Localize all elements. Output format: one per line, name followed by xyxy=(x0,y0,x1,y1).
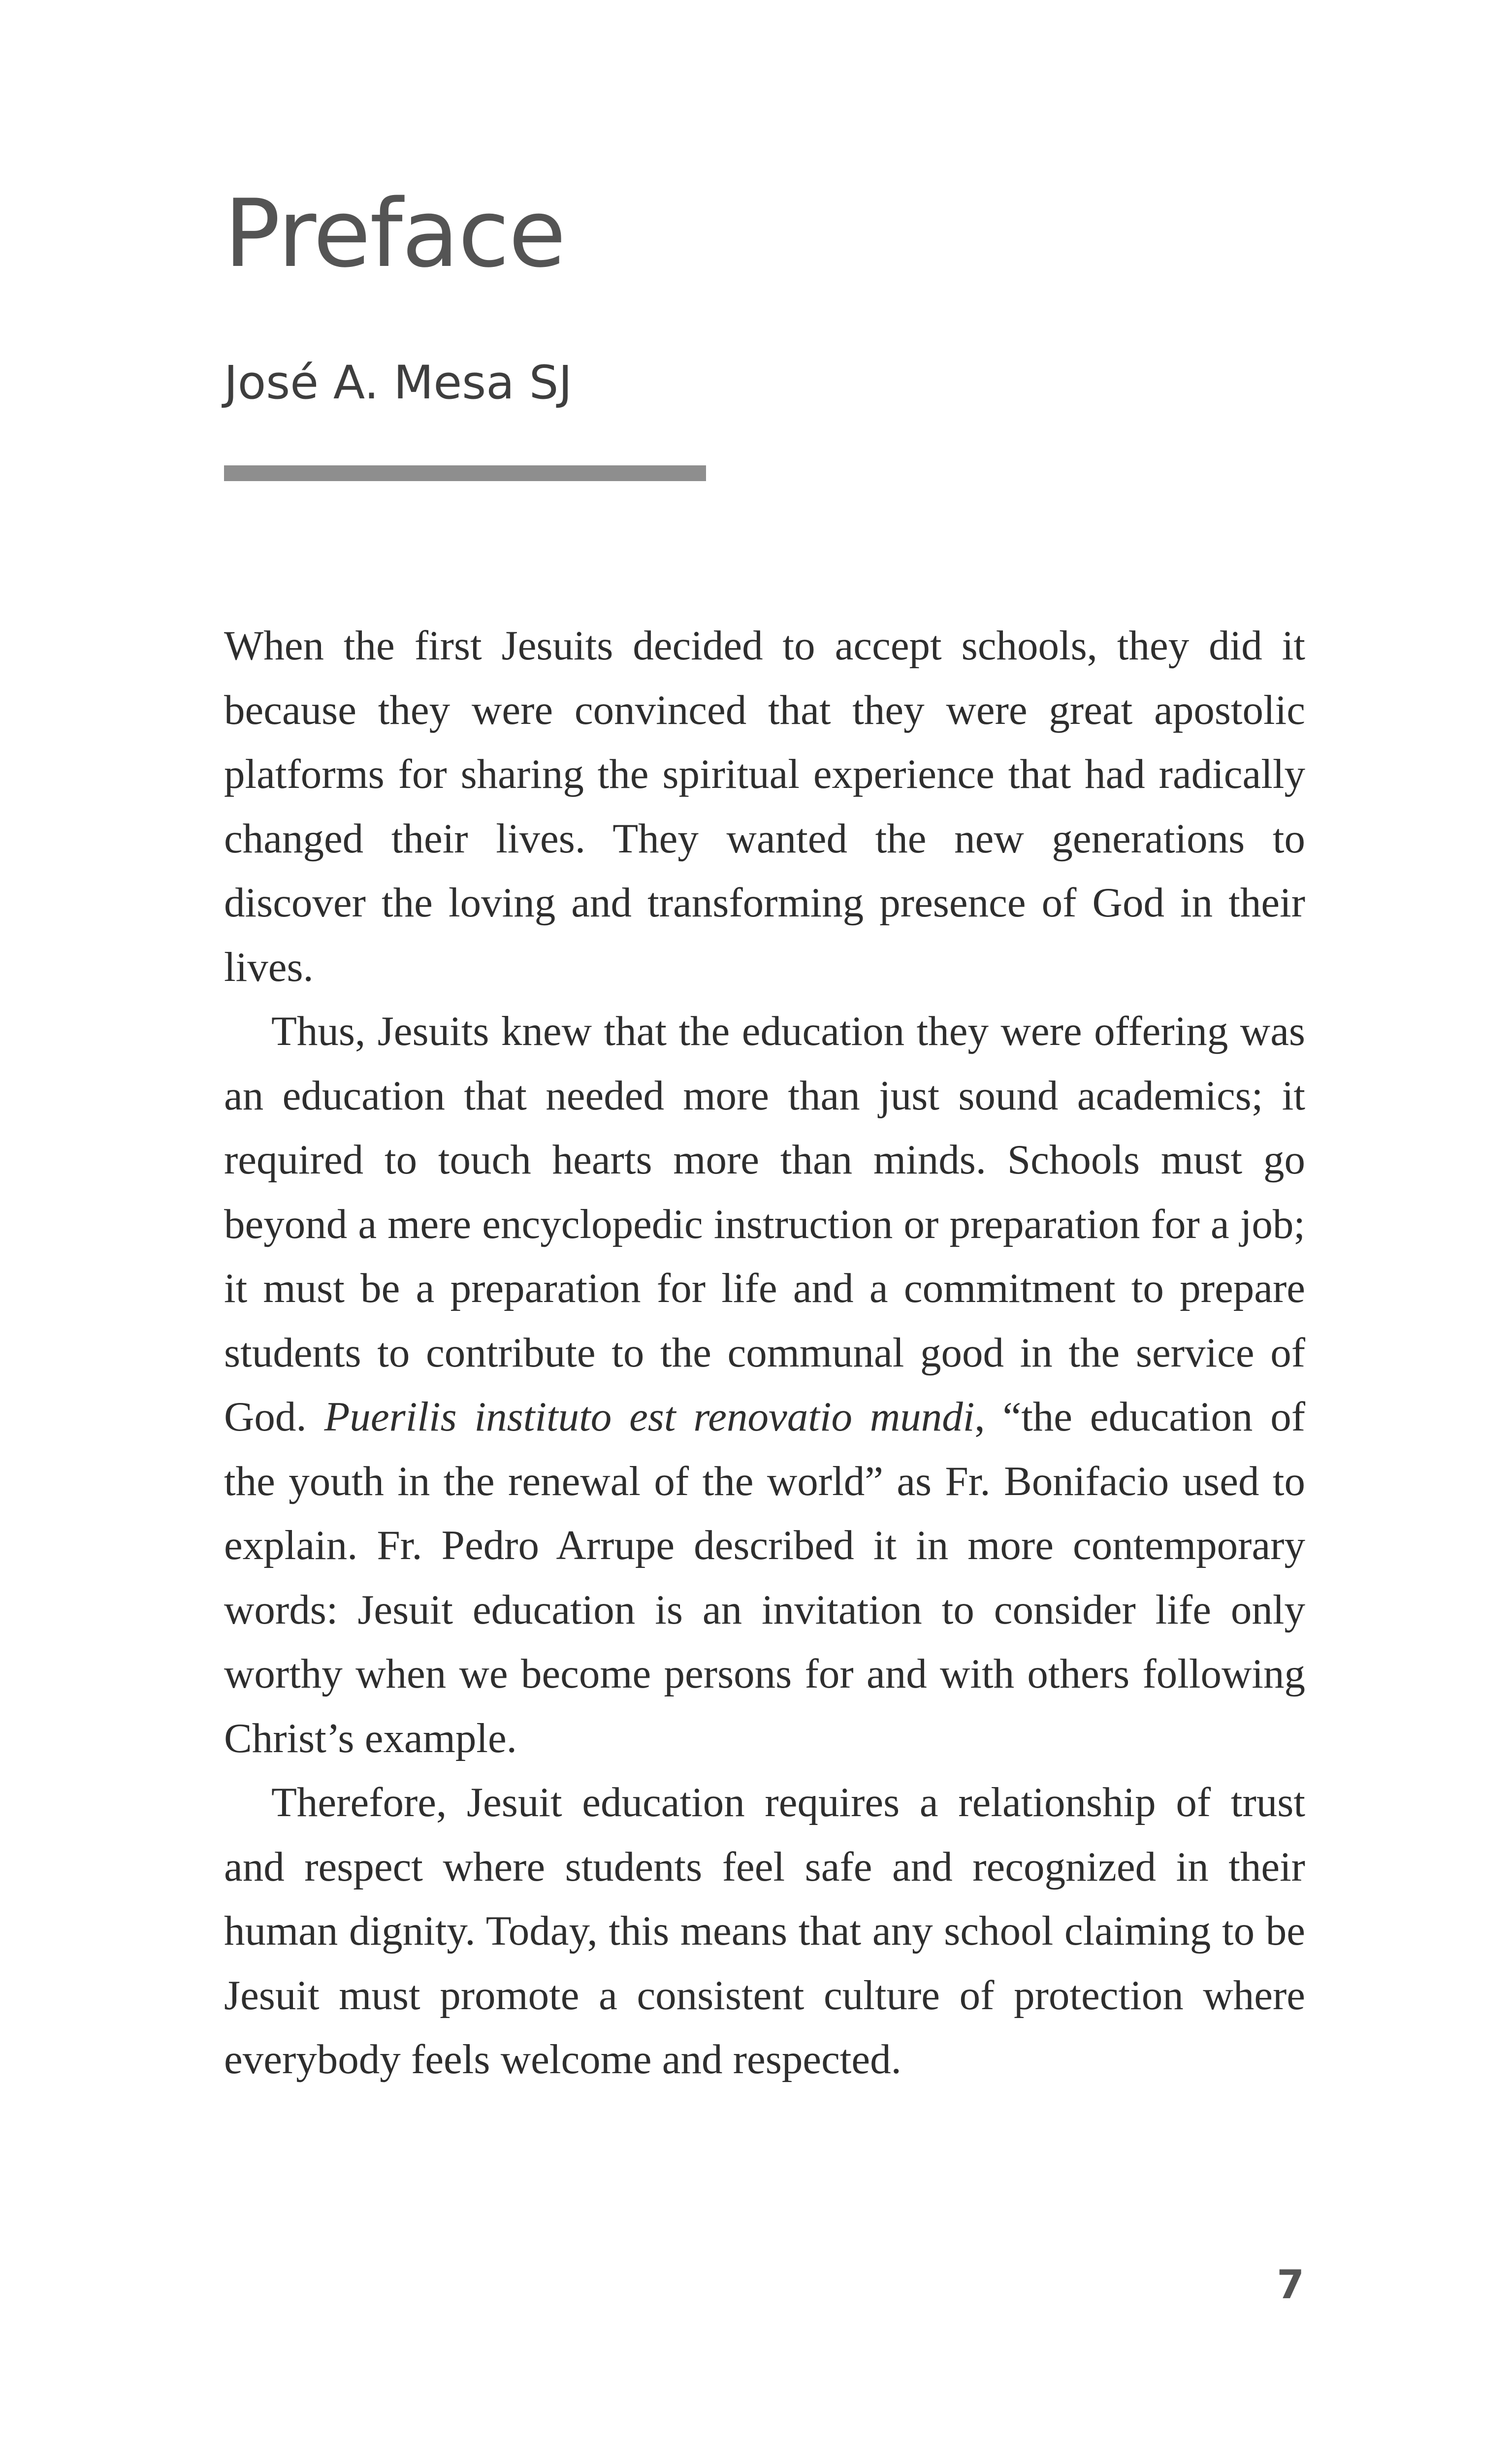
paragraph-2-start: Thus, Jesuits knew that the education they were offering was an education that needed more than just sound academics; it required to touch hearts more than minds. Schools must go beyond a mere encyclopedic instruction or preparation for a job; it must be a preparation for life and a commitment to prepare students to contribute to the communal good in the service of God. xyxy=(224,1008,1305,1440)
paragraph-2 xyxy=(224,999,1305,1770)
paragraph-2-end: , “the education of the youth in the renewal of the world” as Fr. Bonifacio used to explain. Fr. Pedro Arrupe described it in more contemporary words: Jesuit education is an invitation to consider life only worthy when we become persons for and with others following Christ’s example. xyxy=(224,1394,1305,1761)
author-name: José A. Mesa SJ xyxy=(224,356,573,410)
paragraph-3: Therefore, Jesuit education requires a relationship of trust and respect where students feel safe and recognized in their human dignity. Today, this means that any school claiming to be Jesuit must promote a consistent culture of protection where everybody feels welcome and respected. xyxy=(224,1779,1305,2083)
title-divider xyxy=(224,465,706,481)
paragraph-1: When the first Jesuits decided to accept schools, they did it because they were convinced that they were great apostolic platforms for sharing the spiritual experience that had radically changed their lives. They wanted the new generations to discover the loving and transforming presence of God in their lives. xyxy=(224,622,1305,990)
page-number: 7 xyxy=(1277,2262,1304,2308)
page-title: Preface xyxy=(224,179,565,288)
body-text xyxy=(224,614,1305,2092)
latin-quote: Puerilis instituto est renovatio mundi xyxy=(324,1394,975,1440)
